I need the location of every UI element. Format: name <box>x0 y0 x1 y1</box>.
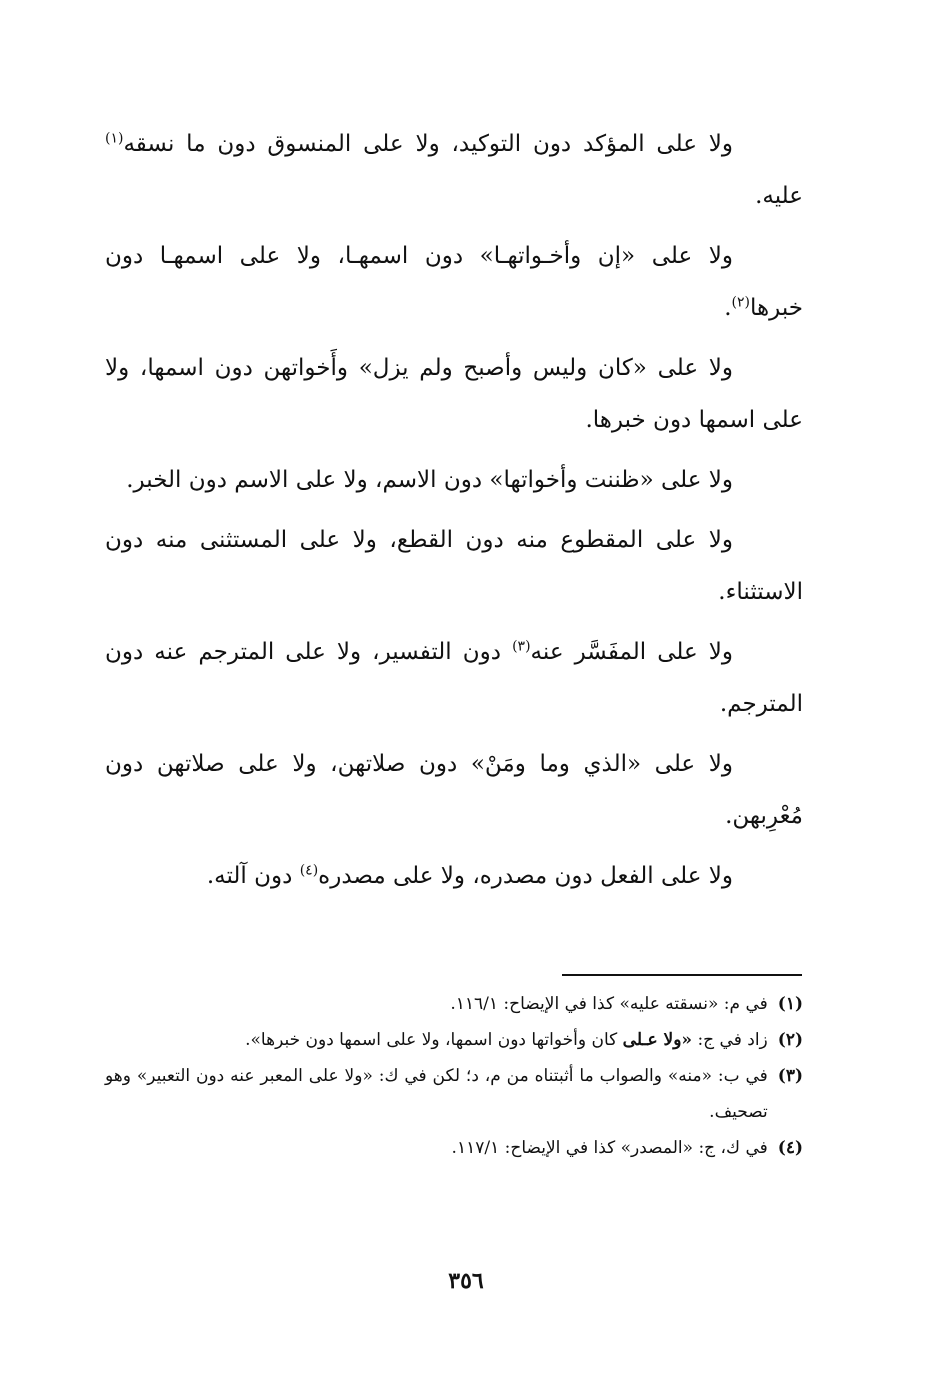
footnote-text: في ب: «منه» والصواب ما أثبتناه من م، د؛ لكن في ك: «ولا على المعبر عنه دون التعبير» وهو تصحيف. <box>105 1066 768 1122</box>
main-text <box>105 118 803 910</box>
paragraph-4: ولا على «ظننت وأخواتها» دون الاسم، ولا على الاسم دون الخبر. <box>126 467 733 493</box>
footnote-text: في ك، ج: «المصدر» كذا في الإيضاح: ١١٧/١. <box>451 1138 768 1158</box>
footnote-ref-3: (٣) <box>512 638 531 655</box>
paragraph-1: ولا على المؤكد دون التوكيد، ولا على المنسوق دون ما نسقه$^{(١)}$ عليه. <box>105 130 803 209</box>
footnote-ref-4: (٤) <box>299 862 319 879</box>
footnote-1 <box>105 986 803 1022</box>
footnote-4 <box>105 1130 803 1166</box>
footnote-number: (٣) <box>777 1066 803 1086</box>
footnote-2 <box>105 1022 803 1058</box>
page-number: ٣٥٦ <box>448 1268 484 1294</box>
footnotes <box>105 986 803 1166</box>
paragraph-5: ولا على المقطوع منه دون القطع، ولا على المستثنى منه دون الاستثناء. <box>105 527 803 605</box>
paragraph-7: ولا على «الذي وما ومَنْ» دون صلاتهن، ولا على صلاتهن دون مُعْرِبهن. <box>105 751 803 829</box>
footnote-number: (٤) <box>777 1138 803 1158</box>
paragraph-2: ولا على «إن وأخـواتهـا» دون اسمهـا، ولا على اسمهـا دون خبرها$^{(٢)}$. <box>105 243 803 321</box>
footnote-ref-2: (٢) <box>731 294 750 311</box>
paragraph-3: ولا على «كان وليس وأصبح ولم يزل» وأَخواتهن دون اسمها، ولا على اسمها دون خبرها. <box>105 355 803 433</box>
footnote-text: في م: «نسقته عليه» كذا في الإيضاح: ١١٦/١. <box>450 994 768 1014</box>
paragraph-8: ولا على الفعل دون مصدره، ولا على مصدره$^{(٤)}$ دون آلته. <box>206 862 733 889</box>
paragraph-6: ولا على المفَسَّر عنه$^{(٣)}$ دون التفسير، ولا على المترجم عنه دون المترجم. <box>105 638 803 717</box>
footnote-divider <box>562 974 802 976</box>
footnote-number: (١) <box>777 994 803 1014</box>
footnote-number: (٢) <box>777 1030 803 1050</box>
footnote-3 <box>105 1058 803 1130</box>
footnote-emphasis: «ولا عـلى <box>622 1030 693 1050</box>
footnote-text: زاد في ج: «ولا عـلى كان وأخواتها دون اسمها، ولا على اسمها دون خبرها». <box>245 1030 768 1050</box>
footnote-ref-1: (١) <box>105 130 124 147</box>
